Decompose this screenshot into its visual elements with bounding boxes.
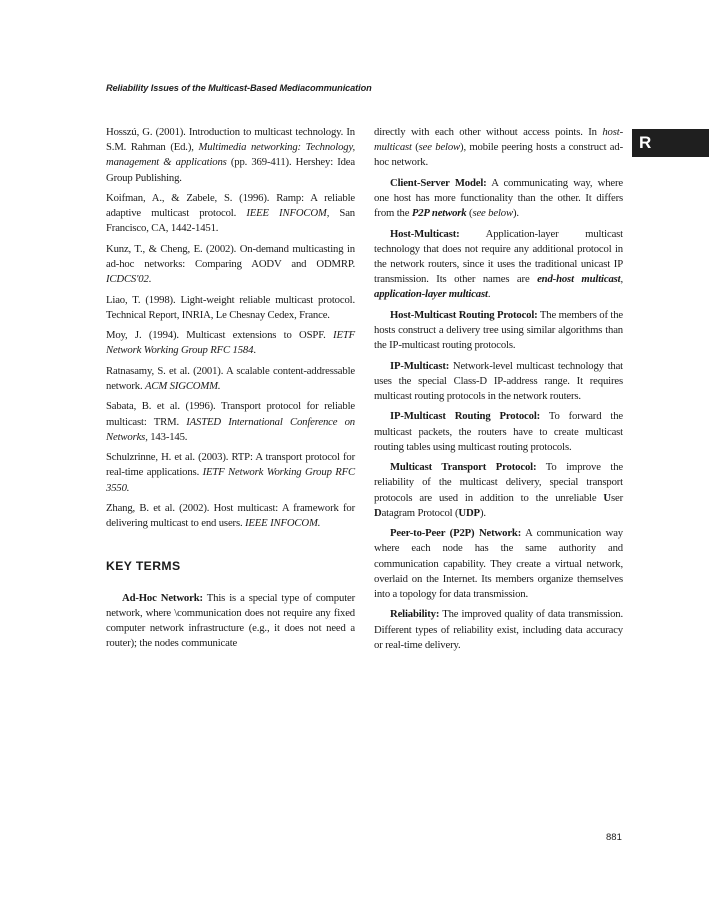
reference-item: Moy, J. (1994). Multicast extensions to OSPF. IETF Network Working Group RFC 1584. <box>106 329 355 357</box>
key-terms-heading: KEY TERMS <box>106 559 181 574</box>
term-peer-to-peer-network: Peer-to-Peer (P2P) Network: A communication way where each node has the same authority and communication capability. They create a virtual network, overlaid on the Internet. Its members organize themselves into a topology for data transmission. <box>374 527 624 600</box>
term-host-multicast-routing-protocol: Host-Multicast Routing Protocol: The members of the hosts construct a delivery tree using similar algorithms than the IP-multicast routing protocols. <box>374 308 623 352</box>
section-tab: R <box>632 129 709 157</box>
reference-list <box>106 125 355 531</box>
reference-item: Sabata, B. et al. (1996). Transport protocol for reliable multicast: TRM. IASTED International Conference on Networks, 143-145. <box>106 400 356 443</box>
term-ip-multicast: IP-Multicast: Network-level multicast technology that uses the special Class-D IP-address range. It requires multicast routing protocols in the network routers. <box>374 359 623 402</box>
term-client-server-model: Client-Server Model: A communicating way, where one host has more functionality than the other. It differs from the P2P network (see below). <box>374 176 623 220</box>
term-host-multicast: Host-Multicast: Application-layer multicast technology that does not require any additional protocol in the network routers, since it uses the traditional unicast IP transmission. Its other names are end-host multicast, application-layer multicast. <box>374 227 623 301</box>
reference-item: Kunz, T., & Cheng, E. (2002). On-demand multicasting in ad-hoc networks: Comparing AODV and ODMRP. ICDCS'02. <box>106 242 355 286</box>
reference-item: Koifman, A., & Zabele, S. (1996). Ramp: A reliable adaptive multicast protocol. IEEE INFOCOM, San Francisco, CA, 1442-1451. <box>106 192 355 235</box>
page-number: 881 <box>606 832 622 843</box>
term-ad-hoc-network: Ad-Hoc Network: This is a special type of computer network, where \communication does not require any fixed computer network infrastructure (e.g., it does not need a router); the nodes communicate <box>106 591 356 650</box>
term-multicast-transport-protocol: Multicast Transport Protocol: To improve the reliability of the multicast delivery, special transport protocols are used in addition to the unreliable User Datagram Protocol (UDP). <box>374 461 623 519</box>
term-reliability: Reliability: The improved quality of data transmission. Different types of reliability exist, including data accuracy or real-time delivery. <box>374 608 623 651</box>
reference-item: Hosszú, G. (2001). Introduction to multicast technology. In S.M. Rahman (Ed.), Multimedia networking: Technology, management & applications (pp. 369-411). Hershey: Idea Group Publishing. <box>106 126 355 184</box>
reference-item: Liao, T. (1998). Light-weight reliable multicast protocol. Technical Report, INRIA, Le Chesnay Cedex, France. <box>106 293 355 321</box>
running-head: Reliability Issues of the Multicast-Based Mediacommunication <box>106 83 372 93</box>
left-column <box>106 125 355 657</box>
term-ad-hoc-network-continued: directly with each other without access points. In host-multicast (see below), mobile peering hosts a construct ad-hoc network. <box>374 126 624 169</box>
reference-item: Schulzrinne, H. et al. (2003). RTP: A transport protocol for real-time applications. IETF Network Working Group RFC 3550. <box>106 451 355 494</box>
reference-item: Ratnasamy, S. et al. (2001). A scalable content-addressable network. ACM SIGCOMM. <box>106 364 355 392</box>
reference-item: Zhang, B. et al. (2002). Host multicast: A framework for delivering multicast to end users. IEEE INFOCOM. <box>106 501 355 530</box>
term-ip-multicast-routing-protocol: IP-Multicast Routing Protocol: To forward the multicast packets, the routers have to create multicast routing tables using multicast routing protocols. <box>374 410 623 453</box>
right-column <box>374 125 623 658</box>
